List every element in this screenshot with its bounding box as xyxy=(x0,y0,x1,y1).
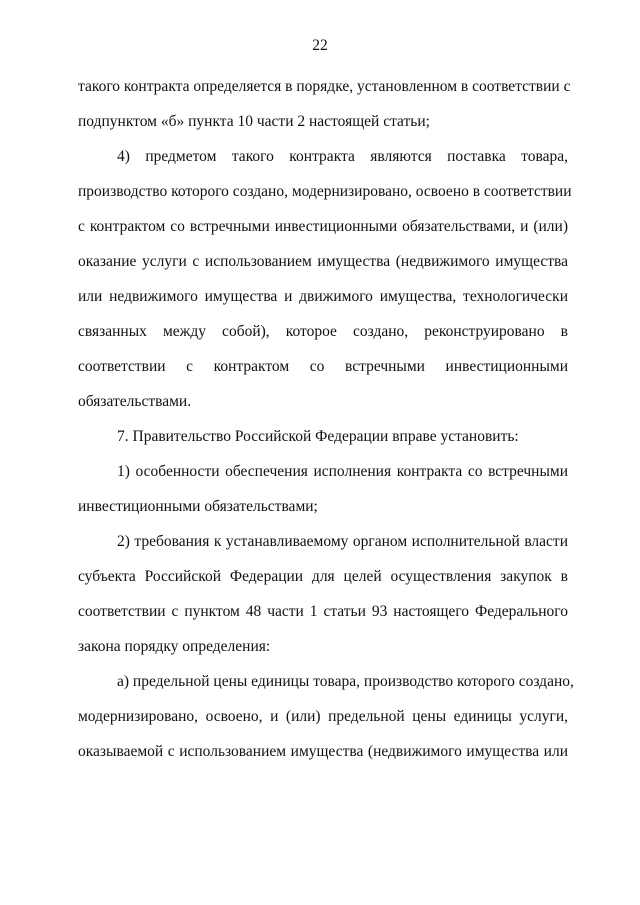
text-line: модернизировано, освоено, и (или) предельной цены единицы услуги, xyxy=(78,708,568,725)
text-line: а) предельной цены единицы товара, производство которого создано, xyxy=(117,673,574,690)
text-line: 1) особенности обеспечения исполнения контракта со встречными xyxy=(117,463,568,480)
text-line: соответствии с пунктом 48 части 1 статьи 93 настоящего Федерального xyxy=(78,603,568,620)
text-line: оказываемой с использованием имущества (недвижимого имущества или xyxy=(78,743,568,760)
text-line: такого контракта определяется в порядке, установленном в соответствии с xyxy=(78,78,571,95)
text-line: оказание услуги с использованием имущества (недвижимого имущества xyxy=(78,253,568,270)
text-line: подпунктом «б» пункта 10 части 2 настоящей статьи; xyxy=(78,113,430,130)
text-line: соответствии с контрактом со встречными инвестиционными xyxy=(78,358,568,375)
page-number: 22 xyxy=(312,37,328,54)
text-line: связанных между собой), которое создано, реконструировано в xyxy=(78,323,568,340)
text-line: с контрактом со встречными инвестиционными обязательствами, и (или) xyxy=(78,218,568,235)
text-line: субъекта Российской Федерации для целей осуществления закупок в xyxy=(78,568,568,585)
text-line: обязательствами. xyxy=(78,393,192,410)
text-line: закона порядку определения: xyxy=(78,638,271,655)
text-line: или недвижимого имущества и движимого имущества, технологически xyxy=(78,288,568,305)
text-line: 7. Правительство Российской Федерации вправе установить: xyxy=(117,428,519,445)
text-line: производство которого создано, модернизировано, освоено в соответствии xyxy=(78,183,572,200)
text-line: 4) предметом такого контракта являются поставка товара, xyxy=(117,148,568,165)
text-line: инвестиционными обязательствами; xyxy=(78,498,318,515)
text-line: 2) требования к устанавливаемому органом исполнительной власти xyxy=(117,533,568,550)
